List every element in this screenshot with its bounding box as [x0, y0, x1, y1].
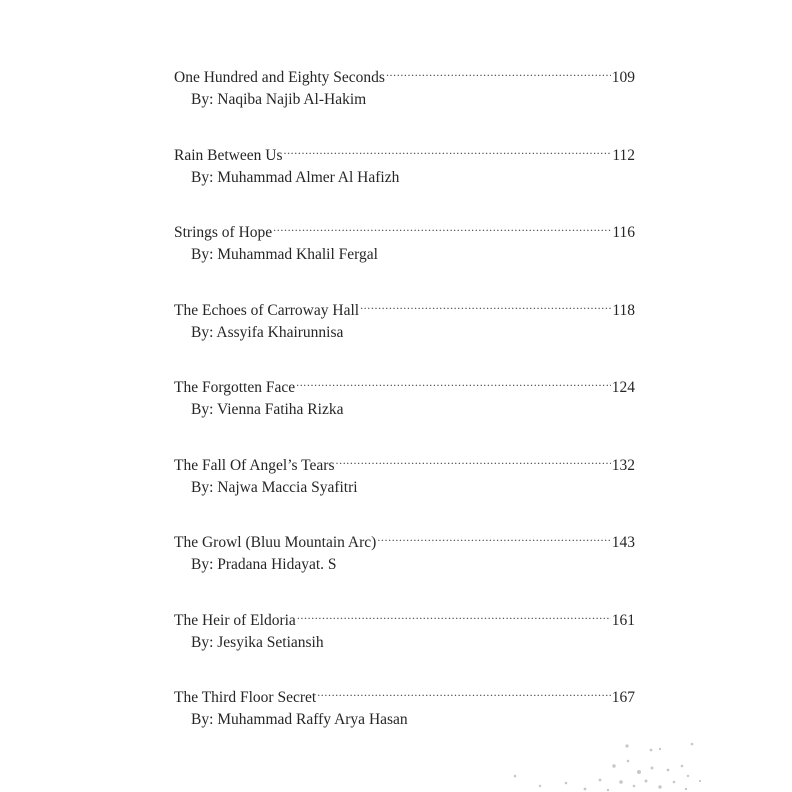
decorative-dot — [667, 769, 670, 772]
decorative-dot — [681, 765, 684, 768]
decorative-dot — [565, 782, 568, 785]
dot-leader — [336, 448, 611, 470]
toc-entry-page-number: 167 — [611, 689, 635, 706]
toc-entry-line — [174, 370, 635, 399]
decorative-dot — [658, 785, 661, 788]
toc-entry-line — [174, 603, 635, 632]
toc-entry-line — [174, 215, 635, 244]
toc-entry-title: One Hundred and Eighty Seconds — [174, 69, 385, 86]
decorative-dot — [612, 764, 615, 767]
dot-leader — [317, 680, 611, 702]
dot-leader — [296, 370, 611, 392]
toc-entry — [174, 138, 635, 216]
dot-leader — [283, 138, 611, 160]
toc-entry-author: By: Najwa Maccia Syafitri — [191, 478, 358, 496]
dot-leader — [360, 293, 611, 315]
toc-entry-page-number: 109 — [611, 69, 635, 86]
toc-entry-author: By: Muhammad Khalil Fergal — [191, 246, 378, 263]
toc-entry — [174, 680, 635, 758]
toc-entry-line — [174, 138, 635, 167]
toc-entry-author: By: Vienna Fatiha Rizka — [191, 401, 344, 418]
toc-entry-line — [174, 293, 635, 322]
decorative-dot — [599, 779, 602, 782]
decorative-dot — [637, 770, 641, 774]
toc-entry-author: By: Pradana Hidayat. S — [191, 556, 337, 573]
dot-leader — [377, 525, 610, 547]
toc-entry — [174, 370, 635, 448]
decorative-dot — [659, 748, 661, 750]
toc-entry-author: By: Naqiba Najib Al-Hakim — [191, 91, 367, 108]
decorative-dot — [650, 749, 653, 752]
toc-entry-title: The Growl (Bluu Mountain Arc) — [174, 534, 377, 551]
toc-entry — [174, 448, 635, 526]
toc-entry-title: The Echoes of Carroway Hall — [174, 301, 360, 319]
decorative-dot — [645, 780, 648, 783]
decorative-dot — [673, 781, 676, 784]
toc-entry-page-number: 112 — [612, 146, 635, 164]
toc-entry-title: The Fall Of Angel’s Tears — [174, 456, 335, 474]
decorative-dot — [687, 775, 689, 777]
toc-entry-title: The Heir of Eldoria — [174, 611, 296, 629]
toc-entry — [174, 293, 635, 371]
decorative-dot — [584, 788, 587, 791]
toc-entry-title: The Third Floor Secret — [174, 689, 317, 706]
decorative-dot — [539, 785, 541, 787]
toc-entry-page-number: 143 — [611, 534, 635, 551]
table-of-contents — [174, 60, 635, 758]
toc-entry-page-number: 132 — [611, 456, 635, 474]
toc-entry-author: By: Jesyika Setiansih — [191, 633, 324, 651]
decorative-dot — [699, 780, 701, 782]
dot-leader — [297, 603, 611, 625]
decorative-dot — [627, 760, 630, 763]
toc-entry-author: By: Assyifa Khairunnisa — [191, 323, 344, 341]
toc-entry-line — [174, 60, 635, 89]
toc-entry-title: Strings of Hope — [174, 224, 273, 241]
decorative-dot — [691, 743, 694, 746]
toc-entry — [174, 603, 635, 681]
dot-leader — [386, 60, 611, 82]
decorative-dot — [651, 767, 654, 770]
toc-entry-page-number: 124 — [611, 379, 635, 396]
toc-entry-page-number: 161 — [611, 611, 635, 629]
toc-entry-author: By: Muhammad Almer Al Hafizh — [191, 168, 400, 186]
toc-entry-title: Rain Between Us — [174, 146, 283, 164]
toc-entry — [174, 525, 635, 603]
decorative-dot — [619, 780, 623, 784]
toc-entry-line — [174, 680, 635, 709]
decorative-dot — [607, 789, 609, 791]
toc-entry — [174, 60, 635, 138]
decorative-dot — [514, 775, 517, 778]
decorative-dot — [685, 788, 687, 790]
toc-entry-page-number: 116 — [612, 224, 635, 241]
toc-entry-title: The Forgotten Face — [174, 379, 296, 396]
toc-entry-line — [174, 448, 635, 477]
toc-entry-line — [174, 525, 635, 554]
dot-leader — [273, 215, 611, 237]
toc-entry-author: By: Muhammad Raffy Arya Hasan — [191, 711, 408, 728]
toc-entry — [174, 215, 635, 293]
toc-entry-page-number: 118 — [612, 301, 635, 319]
decorative-dot — [633, 785, 636, 788]
